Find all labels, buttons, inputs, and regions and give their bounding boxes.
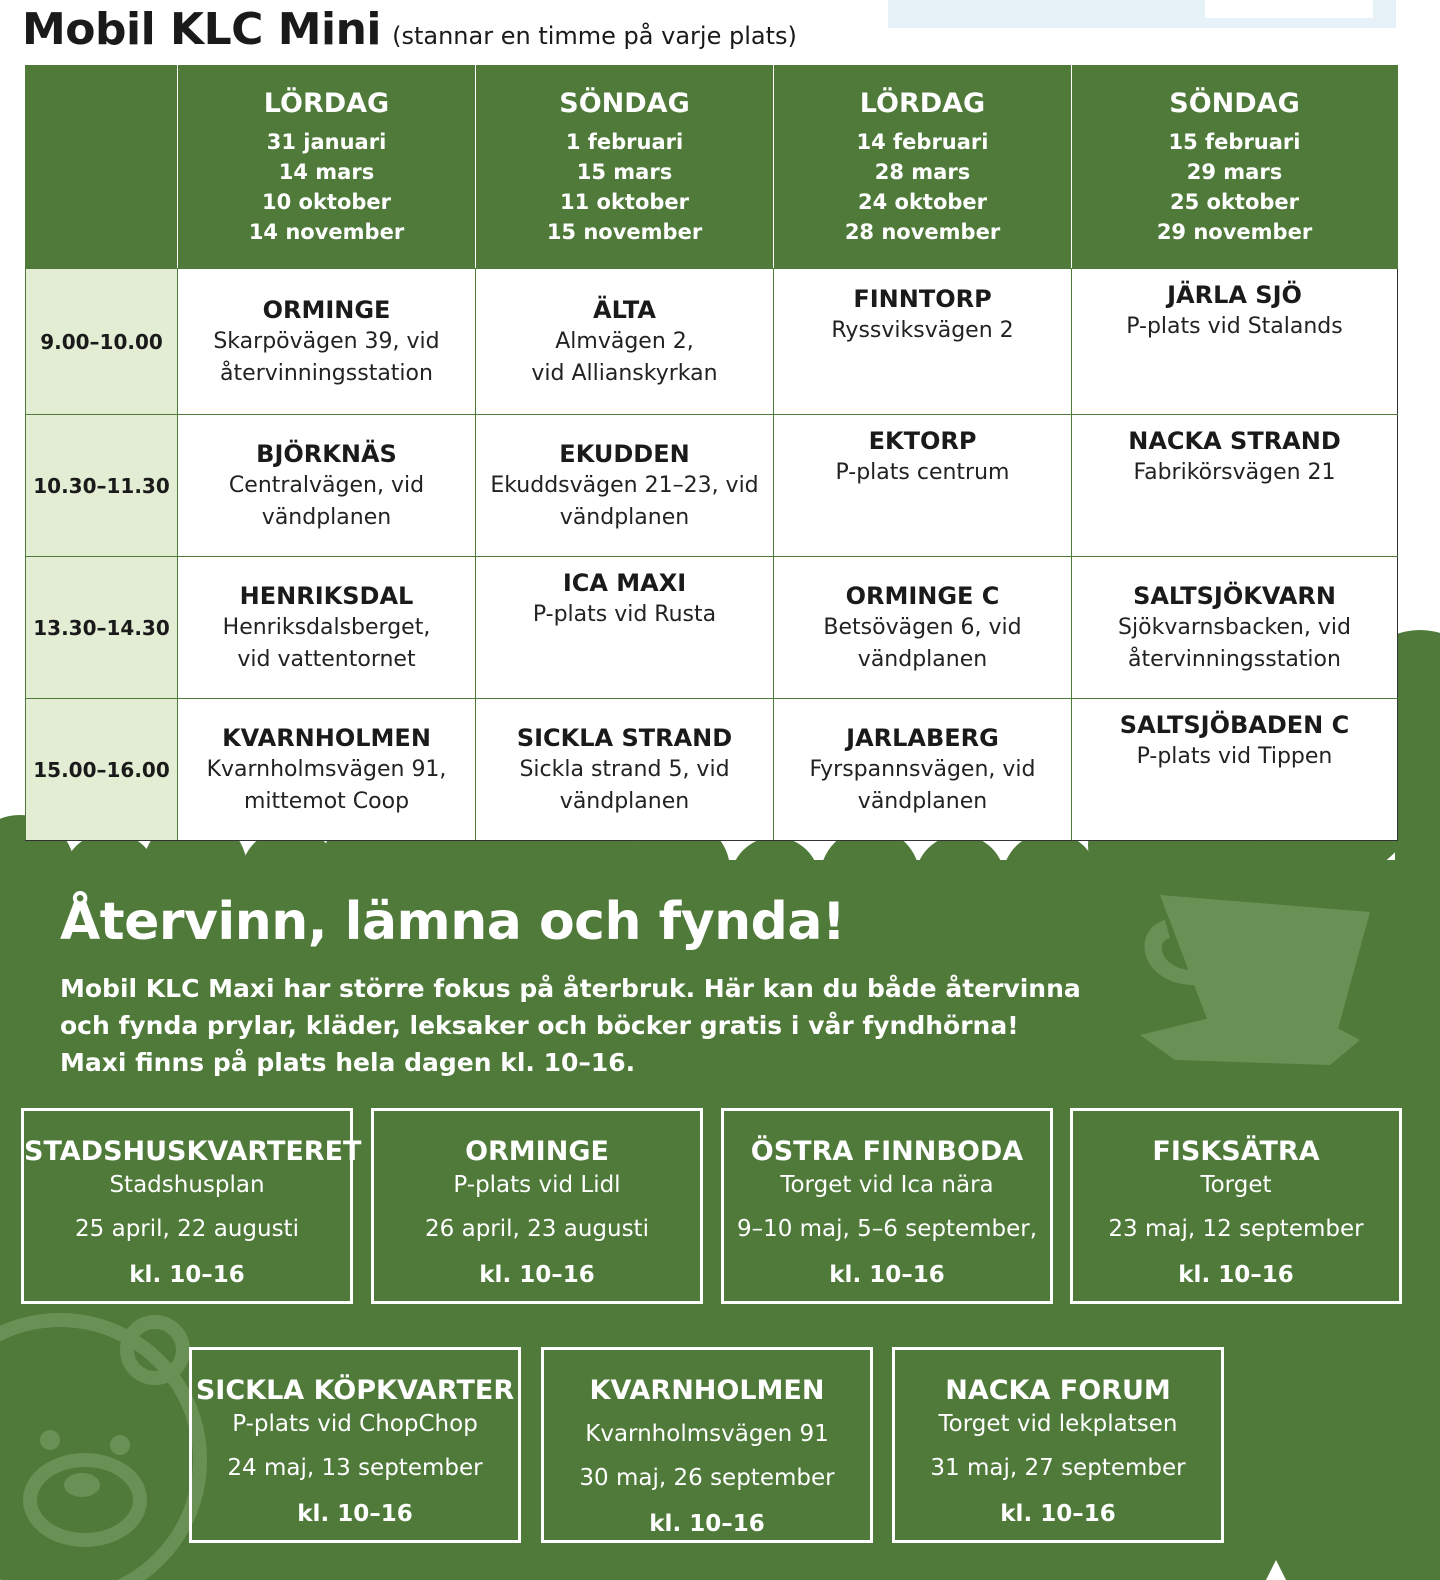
header-date: 11 oktober — [559, 189, 690, 214]
time-slot: 15.00–16.00 — [26, 699, 178, 841]
stop-cell — [774, 415, 1072, 557]
stop-place: HENRIKSDAL — [239, 581, 414, 610]
stop-place: FINNTORP — [853, 285, 992, 313]
stop-address: vid Allianskyrkan — [531, 360, 718, 386]
header-date: 15 november — [546, 219, 703, 244]
location-name: KVARNHOLMEN — [589, 1375, 825, 1406]
schedule-header-row — [26, 66, 1398, 269]
stop-address: Almvägen 2, — [555, 328, 694, 354]
stop-cell — [774, 699, 1072, 841]
location-box — [371, 1108, 703, 1304]
stop-place: KVARNHOLMEN — [222, 723, 431, 752]
time-slot: 10.30–11.30 — [26, 415, 178, 557]
header-date: 15 februari — [1168, 129, 1301, 154]
stop-address: Sjökvarnsbacken, vid — [1118, 614, 1351, 640]
maxi-title: Återvinn, lämna och fynda! — [60, 892, 846, 952]
stop-place: SICKLA STRAND — [516, 723, 733, 752]
stop-place: ÄLTA — [593, 295, 656, 324]
location-place: Kvarnholmsvägen 91 — [585, 1421, 829, 1447]
header-date: 31 januari — [266, 129, 387, 154]
location-box — [1070, 1108, 1402, 1304]
table-row — [26, 269, 1398, 415]
header-date: 14 mars — [278, 159, 375, 184]
header-date: 25 oktober — [1169, 189, 1300, 214]
header-date: 24 oktober — [857, 189, 988, 214]
header-day: SÖNDAG — [559, 87, 690, 119]
location-dates: 25 april, 22 augusti — [75, 1216, 299, 1242]
stop-place: ORMINGE C — [845, 581, 1000, 610]
header-date: 29 november — [1156, 219, 1313, 244]
stop-address: Skarpövägen 39, vid — [213, 328, 440, 354]
stop-address: Ryssviksvägen 2 — [831, 318, 1014, 343]
header-date: 1 februari — [565, 129, 684, 154]
header-date: 29 mars — [1186, 159, 1283, 184]
stop-address: Centralvägen, vid — [228, 472, 425, 498]
time-slot: 9.00–10.00 — [26, 269, 178, 415]
header-date: 14 februari — [856, 129, 989, 154]
header-date: 14 november — [248, 219, 405, 244]
header-col — [774, 66, 1072, 269]
location-name: ÖSTRA FINNBODA — [750, 1136, 1024, 1167]
stop-cell — [1072, 415, 1398, 557]
stop-cell — [476, 557, 774, 699]
stop-place: NACKA STRAND — [1128, 427, 1341, 455]
table-row — [26, 415, 1398, 557]
stop-address: P-plats vid Tippen — [1136, 744, 1333, 769]
corner-box-inner — [1205, 0, 1373, 18]
location-time: kl. 10–16 — [1000, 1501, 1116, 1527]
stop-cell — [476, 415, 774, 557]
stop-address: mittemot Coop — [243, 788, 410, 814]
stop-place: JARLABERG — [846, 723, 999, 752]
location-place: P-plats vid ChopChop — [232, 1411, 478, 1437]
stop-cell — [178, 269, 476, 415]
stop-cell — [476, 269, 774, 415]
stop-address: Sickla strand 5, vid — [519, 756, 730, 782]
stop-cell — [178, 557, 476, 699]
location-dates: 24 maj, 13 september — [227, 1455, 483, 1481]
location-box — [541, 1347, 873, 1543]
stop-address: Henriksdalsberget, — [222, 614, 431, 640]
location-name: NACKA FORUM — [945, 1375, 1171, 1406]
location-place: Torget vid Ica nära — [780, 1172, 994, 1198]
stop-address: vändplanen — [857, 646, 988, 672]
location-dates: 26 april, 23 augusti — [425, 1216, 649, 1242]
location-box — [21, 1108, 362, 1304]
stop-address: P-plats vid Rusta — [532, 602, 717, 627]
stop-cell — [476, 699, 774, 841]
location-name: ORMINGE — [465, 1136, 609, 1167]
header-day: LÖRDAG — [263, 87, 390, 119]
stop-place: ICA MAXI — [562, 569, 687, 597]
stop-place: BJÖRKNÄS — [256, 439, 397, 468]
location-place: Torget — [1200, 1172, 1272, 1198]
stop-address: Fyrspannsvägen, vid — [809, 756, 1036, 782]
location-place: Stadshusplan — [109, 1172, 265, 1198]
table-row — [26, 699, 1398, 841]
header-col — [1072, 66, 1398, 269]
maxi-text-line: och fynda prylar, kläder, leksaker och böcker gratis i vår fyndhörna! — [60, 1011, 1019, 1040]
stop-address: vändplanen — [559, 504, 690, 530]
stop-address: vid vattentornet — [237, 646, 416, 672]
location-dates: 23 maj, 12 september — [1108, 1216, 1364, 1242]
stop-cell — [178, 415, 476, 557]
stop-address: återvinningsstation — [220, 360, 433, 386]
maxi-description — [60, 970, 1081, 1081]
header-col — [476, 66, 774, 269]
header-date: 10 oktober — [261, 189, 392, 214]
location-time: kl. 10–16 — [829, 1262, 945, 1288]
stop-address: Betsövägen 6, vid — [823, 614, 1022, 640]
cup-illustration — [1140, 895, 1370, 1065]
location-time: kl. 10–16 — [297, 1501, 413, 1527]
location-dates: 30 maj, 26 september — [579, 1465, 835, 1491]
schedule-table — [25, 65, 1398, 841]
stop-address: P-plats vid Stalands — [1126, 314, 1343, 339]
header-day: LÖRDAG — [859, 87, 986, 119]
maxi-text-line: Maxi finns på plats hela dagen kl. 10–16. — [60, 1048, 636, 1077]
header-date: 28 november — [844, 219, 1001, 244]
location-place: Torget vid lekplatsen — [938, 1411, 1178, 1437]
header-empty — [26, 66, 178, 269]
stop-cell — [1072, 699, 1398, 841]
stop-cell — [774, 269, 1072, 415]
location-box — [892, 1347, 1224, 1543]
header-day: SÖNDAG — [1169, 87, 1300, 119]
location-box — [189, 1347, 521, 1543]
stop-place: JÄRLA SJÖ — [1167, 281, 1302, 309]
header-date: 15 mars — [576, 159, 673, 184]
stop-address: P-plats centrum — [835, 460, 1010, 485]
location-time: kl. 10–16 — [649, 1511, 765, 1537]
header-date: 28 mars — [874, 159, 971, 184]
time-slot: 13.30–14.30 — [26, 557, 178, 699]
stop-cell — [1072, 557, 1398, 699]
stop-place: EKTORP — [868, 427, 977, 455]
location-place: P-plats vid Lidl — [453, 1172, 621, 1198]
location-name: SICKLA KÖPKVARTER — [195, 1375, 515, 1406]
location-time: kl. 10–16 — [479, 1262, 595, 1288]
stop-address: Kvarnholmsvägen 91, — [206, 756, 447, 782]
location-name: STADSHUSKVARTERET — [24, 1136, 362, 1167]
stop-address: återvinningsstation — [1128, 646, 1341, 672]
stop-address: Fabrikörsvägen 21 — [1133, 460, 1336, 485]
stop-place: ORMINGE — [262, 295, 391, 324]
stop-place: SALTSJÖBADEN C — [1119, 711, 1350, 739]
location-time: kl. 10–16 — [1178, 1262, 1294, 1288]
location-time: kl. 10–16 — [129, 1262, 245, 1288]
location-dates: 31 maj, 27 september — [930, 1455, 1186, 1481]
stop-address: vändplanen — [261, 504, 392, 530]
maxi-text-line: Mobil KLC Maxi har större fokus på återbruk. Här kan du både återvinna — [60, 974, 1081, 1003]
title-subtitle: (stannar en timme på varje plats) — [392, 22, 797, 50]
table-row — [26, 557, 1398, 699]
stop-cell — [1072, 269, 1398, 415]
location-name: FISKSÄTRA — [1152, 1136, 1320, 1167]
stop-place: EKUDDEN — [559, 439, 690, 468]
page-title — [22, 4, 797, 55]
title-main: Mobil KLC Mini — [22, 4, 382, 55]
stop-address: vändplanen — [559, 788, 690, 814]
stop-cell — [774, 557, 1072, 699]
stop-address: Ekuddsvägen 21–23, vid — [490, 472, 759, 498]
stop-cell — [178, 699, 476, 841]
location-box — [721, 1108, 1053, 1304]
stop-place: SALTSJÖKVARN — [1133, 581, 1336, 610]
header-col — [178, 66, 476, 269]
stop-address: vändplanen — [857, 788, 988, 814]
location-dates: 9–10 maj, 5–6 september, — [736, 1216, 1038, 1242]
